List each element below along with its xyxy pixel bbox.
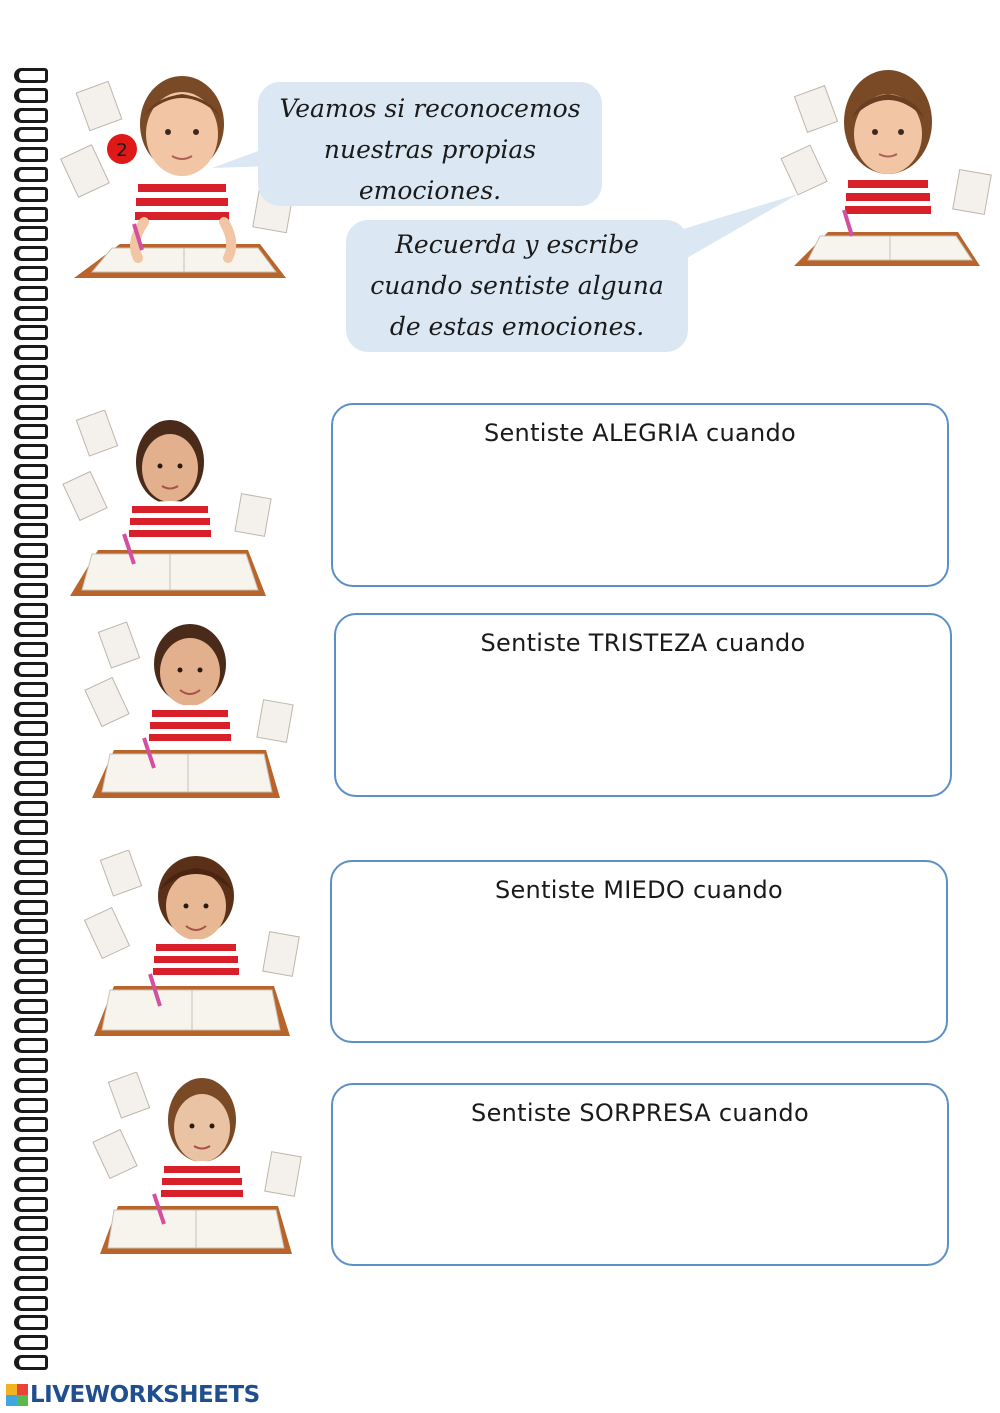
spiral-ring [14, 1098, 48, 1113]
speech-bubble-tail-instructions [680, 190, 800, 270]
answer-prompt: Sentiste SORPRESA cuando [471, 1099, 809, 1127]
spiral-ring [14, 108, 48, 123]
spiral-ring [14, 959, 48, 974]
spiral-ring [14, 365, 48, 380]
spiral-ring [14, 563, 48, 578]
spiral-ring [14, 979, 48, 994]
bubble-line: Recuerda y escribe [395, 230, 639, 259]
answer-prompt: Sentiste TRISTEZA cuando [480, 629, 806, 657]
child-at-desk-illustration-top-right [780, 68, 995, 278]
spiral-ring [14, 820, 48, 835]
spiral-ring [14, 939, 48, 954]
spiral-ring [14, 583, 48, 598]
spiral-ring [14, 781, 48, 796]
spiral-ring [14, 1355, 48, 1370]
speech-bubble-intro [258, 82, 602, 206]
spiral-ring [14, 741, 48, 756]
child-at-desk-illustration-row-3 [84, 850, 308, 1040]
bubble-line: nuestras propias [323, 135, 537, 164]
bubble-line: cuando sentiste alguna [370, 271, 664, 300]
spiral-ring [14, 1216, 48, 1231]
spiral-ring [14, 1276, 48, 1291]
speech-bubble-instructions [346, 220, 688, 352]
bubble-line: de estas emociones. [389, 312, 645, 341]
spiral-ring [14, 464, 48, 479]
spiral-ring [14, 840, 48, 855]
spiral-ring [14, 325, 48, 340]
spiral-ring [14, 543, 48, 558]
spiral-ring [14, 444, 48, 459]
spiral-ring [14, 1018, 48, 1033]
spiral-ring [14, 603, 48, 618]
liveworksheets-logo [6, 1382, 260, 1408]
spiral-ring [14, 801, 48, 816]
answer-box-miedo [330, 860, 948, 1043]
spiral-ring [14, 761, 48, 776]
spiral-ring [14, 88, 48, 103]
spiral-ring [14, 405, 48, 420]
spiral-ring [14, 860, 48, 875]
answer-input-sorpresa[interactable] [353, 1143, 927, 1246]
logo-text: LIVEWORKSHEETS [30, 1382, 260, 1408]
answer-box-sorpresa [331, 1083, 949, 1266]
spiral-ring [14, 1236, 48, 1251]
spiral-ring [14, 147, 48, 162]
liveworksheets-logo-icon [6, 1384, 28, 1406]
child-at-desk-illustration-row-1 [62, 410, 282, 602]
spiral-ring [14, 246, 48, 261]
spiral-ring [14, 662, 48, 677]
bubble-line: Veamos si reconocemos [279, 94, 581, 123]
spiral-ring [14, 127, 48, 142]
spiral-ring [14, 1256, 48, 1271]
spiral-ring [14, 1078, 48, 1093]
spiral-ring [14, 682, 48, 697]
spiral-ring [14, 1315, 48, 1330]
spiral-ring [14, 1117, 48, 1132]
spiral-binding [14, 68, 54, 1378]
spiral-ring [14, 1335, 48, 1350]
answer-box-alegria [331, 403, 949, 587]
spiral-ring [14, 900, 48, 915]
answer-box-tristeza [334, 613, 952, 797]
spiral-ring [14, 919, 48, 934]
spiral-ring [14, 167, 48, 182]
answer-input-miedo[interactable] [352, 920, 926, 1023]
spiral-ring [14, 226, 48, 241]
spiral-ring [14, 1137, 48, 1152]
spiral-ring [14, 1177, 48, 1192]
spiral-ring [14, 1058, 48, 1073]
spiral-ring [14, 1296, 48, 1311]
spiral-ring [14, 187, 48, 202]
spiral-ring [14, 721, 48, 736]
spiral-ring [14, 523, 48, 538]
spiral-ring [14, 1157, 48, 1172]
answer-prompt: Sentiste MIEDO cuando [494, 876, 784, 904]
spiral-ring [14, 306, 48, 321]
spiral-ring [14, 504, 48, 519]
spiral-ring [14, 68, 48, 83]
speech-bubble-tail-intro [212, 140, 272, 180]
spiral-ring [14, 1038, 48, 1053]
spiral-ring [14, 642, 48, 657]
child-at-desk-illustration-row-4 [92, 1072, 312, 1256]
spiral-ring [14, 286, 48, 301]
spiral-ring [14, 345, 48, 360]
spiral-ring [14, 385, 48, 400]
spiral-ring [14, 266, 48, 281]
spiral-ring [14, 999, 48, 1014]
spiral-ring [14, 424, 48, 439]
spiral-ring [14, 880, 48, 895]
bubble-line: emociones. [358, 176, 502, 205]
answer-input-alegria[interactable] [353, 463, 927, 567]
child-at-desk-illustration-row-2 [84, 620, 304, 802]
spiral-ring [14, 702, 48, 717]
answer-input-tristeza[interactable] [356, 673, 930, 777]
spiral-ring [14, 484, 48, 499]
spiral-ring [14, 622, 48, 637]
spiral-ring [14, 207, 48, 222]
svg-text:2: 2 [116, 140, 128, 161]
answer-prompt: Sentiste ALEGRIA cuando [483, 419, 797, 447]
spiral-ring [14, 1197, 48, 1212]
